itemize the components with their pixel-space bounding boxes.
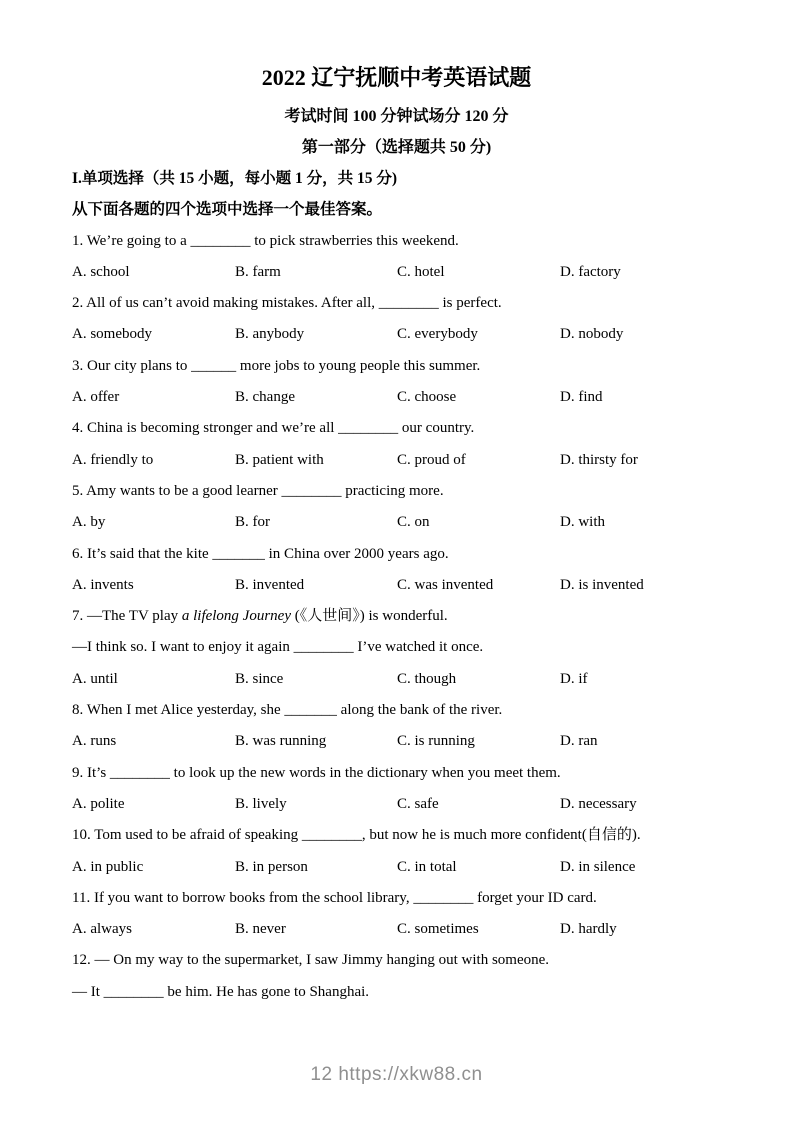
section-instruction: 从下面各题的四个选项中选择一个最佳答案。	[72, 201, 383, 219]
stem-italic-segment: a lifelong Journey	[181, 608, 291, 625]
stem-segment: (《人世间》) is wonderful.	[291, 608, 448, 625]
option-cell: B. since	[235, 670, 284, 687]
option-cell: A. in public	[72, 858, 144, 875]
option-cell: B. was running	[235, 733, 327, 750]
stem-segment: 2. All of us can’t avoid making mistakes. After all, ________ is perfect.	[72, 295, 502, 312]
option-cell: C. safe	[397, 795, 439, 812]
page-title: 2022 辽宁抚顺中考英语试题	[261, 65, 532, 90]
question-stem	[72, 758, 721, 789]
question-stem	[72, 539, 721, 570]
options-row	[72, 664, 721, 695]
question-stem	[72, 226, 721, 257]
option-cell: C. proud of	[397, 451, 466, 468]
stem-segment: 5. Amy wants to be a good learner ________ practicing more.	[72, 482, 444, 499]
option-cell: B. for	[235, 514, 270, 531]
option-cell: C. hotel	[397, 263, 445, 280]
question-stem	[72, 695, 721, 726]
options-row	[72, 914, 721, 945]
option-cell: D. thirsty for	[560, 451, 638, 468]
option-cell: A. polite	[72, 795, 125, 812]
option-cell: A. always	[72, 921, 132, 938]
option-cell: C. was invented	[397, 576, 494, 593]
question-stem	[72, 883, 721, 914]
option-cell: D. necessary	[560, 795, 637, 812]
option-cell: B. lively	[235, 795, 287, 812]
option-cell: C. though	[397, 670, 457, 687]
stem-segment: 6. It’s said that the kite _______ in China over 2000 years ago.	[72, 545, 449, 562]
option-cell: A. school	[72, 263, 130, 280]
options-row	[72, 570, 721, 601]
stem-segment: 1. We’re going to a ________ to pick strawberries this weekend.	[72, 232, 459, 249]
option-cell: D. is invented	[560, 576, 644, 593]
options-row	[72, 445, 721, 476]
option-cell: B. never	[235, 921, 286, 938]
option-cell: A. offer	[72, 389, 120, 406]
option-cell: B. farm	[235, 263, 281, 280]
option-cell: B. in person	[235, 858, 308, 875]
stem-segment: 4. China is becoming stronger and we’re all ________ our country.	[72, 420, 475, 437]
options-row	[72, 257, 721, 288]
option-cell: A. runs	[72, 733, 117, 750]
option-cell: C. is running	[397, 733, 475, 750]
option-cell: D. nobody	[560, 326, 624, 343]
stem-segment: 10. Tom used to be afraid of speaking ________, but now he is much more confident(自信的).	[72, 827, 641, 844]
option-cell: A. until	[72, 670, 118, 687]
option-cell: B. invented	[235, 576, 305, 593]
section-heading: I.单项选择（共 15 小题，每小题 1 分，共 15 分)	[72, 170, 398, 187]
stem-segment: —I think so. I want to enjoy it again ________ I’ve watched it once.	[72, 639, 484, 656]
option-cell: C. on	[397, 514, 430, 531]
stem-segment: 3. Our city plans to ______ more jobs to young people this summer.	[72, 357, 481, 374]
option-cell: D. factory	[560, 263, 621, 280]
stem-segment: 12. — On my way to the supermarket, I saw Jimmy hanging out with someone.	[72, 952, 550, 969]
option-cell: D. with	[560, 514, 605, 531]
option-cell: A. invents	[72, 576, 134, 593]
option-cell: C. sometimes	[397, 921, 479, 938]
question-stem	[72, 945, 721, 976]
question-stem	[72, 632, 721, 663]
questions-list	[72, 226, 721, 1008]
question-stem	[72, 288, 721, 319]
option-cell: C. in total	[397, 858, 457, 875]
stem-segment: 8. When I met Alice yesterday, she _______ along the bank of the river.	[72, 702, 503, 719]
exam-info: 考试时间 100 分钟试场分 120 分	[284, 108, 509, 125]
options-row	[72, 382, 721, 413]
question-stem	[72, 820, 721, 851]
option-cell: A. friendly to	[72, 451, 154, 468]
part-heading: 第一部分（选择题共 50 分)	[301, 139, 492, 156]
options-row	[72, 319, 721, 350]
page-footer: 12 https://xkw88.cn	[310, 1064, 483, 1085]
option-cell: D. ran	[560, 733, 598, 750]
options-row	[72, 726, 721, 757]
option-cell: D. if	[560, 670, 588, 687]
option-cell: C. choose	[397, 389, 457, 406]
stem-segment: 11. If you want to borrow books from the school library, ________ forget your ID card.	[72, 889, 597, 906]
option-cell: B. change	[235, 389, 295, 406]
option-cell: D. hardly	[560, 921, 617, 938]
question-stem	[72, 413, 721, 444]
option-cell: D. find	[560, 389, 603, 406]
stem-segment: 7. —The TV play	[72, 608, 182, 625]
question-stem	[72, 476, 721, 507]
option-cell: A. by	[72, 514, 106, 531]
options-row	[72, 789, 721, 820]
stem-segment: 9. It’s ________ to look up the new words in the dictionary when you meet them.	[72, 764, 561, 781]
question-stem	[72, 977, 721, 1008]
option-cell: B. anybody	[235, 326, 305, 343]
option-cell: B. patient with	[235, 451, 324, 468]
question-stem	[72, 351, 721, 382]
stem-segment: — It ________ be him. He has gone to Shanghai.	[72, 983, 370, 1000]
option-cell: D. in silence	[560, 858, 636, 875]
option-cell: C. everybody	[397, 326, 478, 343]
question-stem	[72, 601, 721, 632]
options-row	[72, 852, 721, 883]
option-cell: A. somebody	[72, 326, 152, 343]
options-row	[72, 507, 721, 538]
